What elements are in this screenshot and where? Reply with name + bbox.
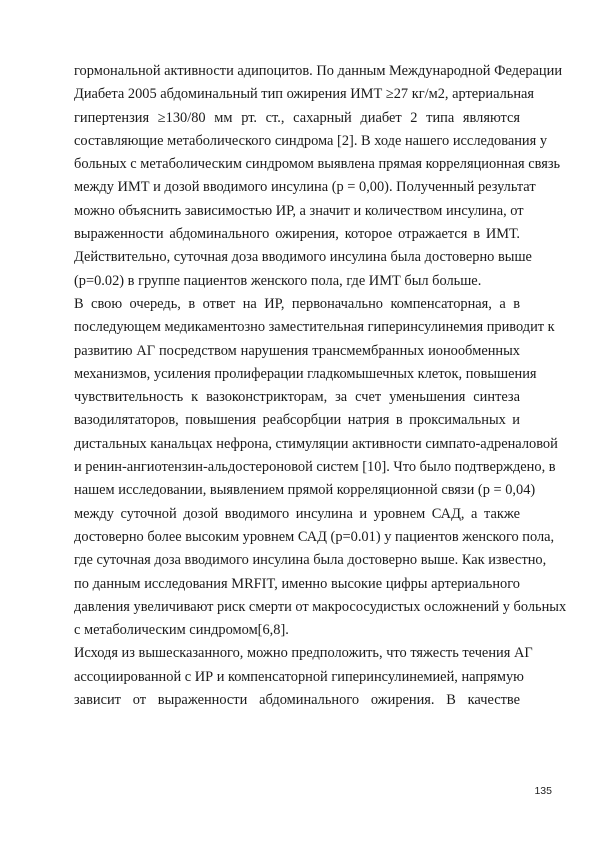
text-line: гипертензия ≥130/80 мм рт. ст., сахарный диабет 2 типа являются <box>74 109 520 126</box>
text-line: где суточная доза вводимого инсулина была достоверно выше. Как известно, <box>74 552 547 569</box>
text-line: между суточной дозой вводимого инсулина и уровнем САД, а также <box>74 505 520 522</box>
text-line: давления увеличивают риск смерти от макрососудистых осложнений у больных <box>74 598 567 615</box>
text-line: между ИМТ и дозой вводимого инсулина (р = 0,00). Полученный результат <box>74 179 536 196</box>
text-line: можно объяснить зависимостью ИР, а значит и количеством инсулина, от <box>74 202 524 219</box>
text-line: нашем исследовании, выявлением прямой корреляционной связи (р = 0,04) <box>74 482 536 499</box>
text-line: последующем медикаментозно заместительная гиперинсулинемия приводит к <box>74 319 555 336</box>
text-line: выраженности абдоминального ожирения, которое отражается в ИМТ. <box>74 226 520 243</box>
text-line: развитию АГ посредством нарушения трансмембранных ионообменных <box>74 342 520 359</box>
text-line: Исходя из вышесказанного, можно предположить, что тяжесть течения АГ <box>74 645 533 662</box>
text-line: гормональной активности адипоцитов. По данным Международной Федерации <box>74 63 563 79</box>
text-line: чувствительность к вазоконстрикторам, за счет уменьшения синтеза <box>74 389 520 406</box>
page-number: 135 <box>534 785 552 797</box>
text-line: вазодилятаторов, повышения реабсорбции натрия в проксимальных и <box>74 412 520 429</box>
text-line: составляющие метаболического синдрома [2]. В ходе нашего исследования у <box>74 132 548 149</box>
text-line: (р=0.02) в группе пациентов женского пола, где ИМТ был больше. <box>74 272 482 289</box>
text-line: зависит от выраженности абдоминального ожирения. В качестве <box>74 692 520 709</box>
body-text <box>74 60 567 712</box>
text-line: В свою очередь, в ответ на ИР, первоначально компенсаторная, а в <box>74 295 520 312</box>
text-line: Диабета 2005 абдоминальный тип ожирения ИМТ ≥27 кг/м2, артериальная <box>74 86 535 103</box>
text-line: больных с метаболическим синдромом выявлена прямая корреляционная связь <box>74 156 561 173</box>
text-line: и ренин-ангиотензин-альдостероновой систем [10]. Что было подтверждено, в <box>74 459 556 476</box>
text-line: ассоциированной с ИР и компенсаторной гиперинсулинемией, напрямую <box>74 668 524 685</box>
text-line: достоверно более высоким уровнем САД (р=0.01) у пациентов женского пола, <box>74 528 555 545</box>
text-line: с метаболическим синдромом[6,8]. <box>74 622 289 639</box>
text-line: механизмов, усиления пролиферации гладкомышечных клеток, повышения <box>74 365 537 382</box>
text-line: Действительно, суточная доза вводимого инсулина была достоверно выше <box>74 249 532 266</box>
text-line: по данным исследования MRFIT, именно высокие цифры артериального <box>74 575 520 592</box>
text-line: дистальных канальцах нефрона, стимуляции активности симпато-адреналовой <box>74 435 558 452</box>
